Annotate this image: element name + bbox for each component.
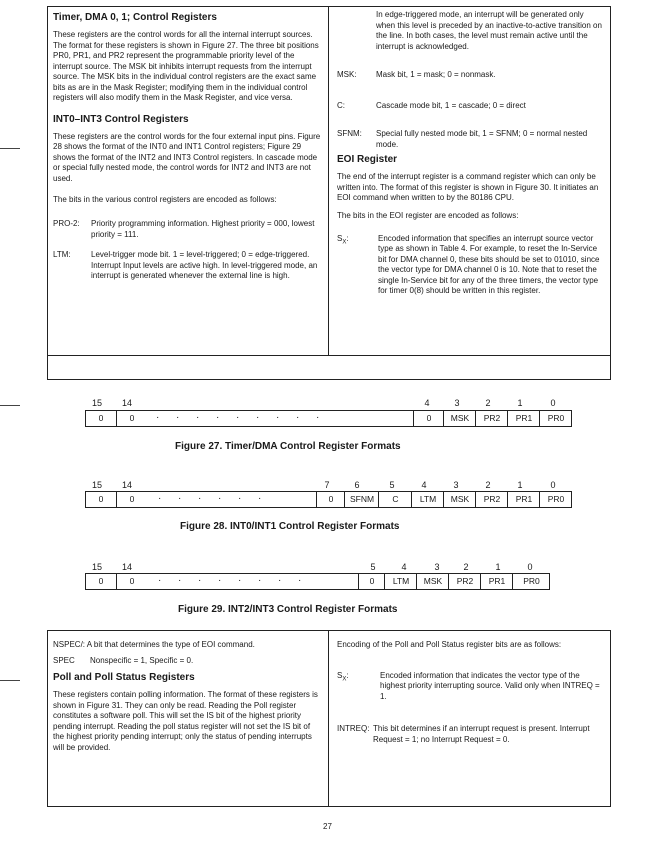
register-cell: PR0 [539, 411, 572, 426]
bit-number: 15 [91, 398, 102, 408]
term: INTREQ: [337, 724, 370, 734]
section-title-eoi: EOI Register [337, 154, 398, 166]
description: Level-trigger mode bit. 1 = level-triggered; 0 = edge-triggered. Interrupt Input levels are active high. In level-triggered mode, an interrupt is generated whenever the external line is high. [91, 250, 318, 281]
register-cell: 0 [116, 492, 147, 507]
bit-number: 14 [121, 562, 132, 572]
paragraph: These registers are the control words for the four external input pins. Figure 28 shows the format of the INT0 and INT1 Control registers; Figure 29 shows the format of the INT2 and INT3 Control registers. In cascade mode or special fully nested mode, the control words for INT2 and INT3 are not used. [53, 131, 321, 184]
bit-number: 2 [463, 562, 469, 572]
bit-number: 15 [91, 480, 102, 490]
definition-c [337, 101, 605, 112]
term: LTM: [53, 250, 71, 260]
term: PRO-2: [53, 219, 80, 229]
bit-number: 3 [454, 398, 460, 408]
register-cell: 0 [413, 411, 444, 426]
bit-number: 4 [421, 480, 427, 490]
register-cell: 0 [116, 411, 147, 426]
bit-number: 0 [527, 562, 533, 572]
term-letter: S [337, 670, 343, 680]
register-cell: PR1 [507, 492, 540, 507]
term: C: [337, 100, 345, 110]
register-cell: 0 [98, 413, 104, 423]
definition-intreq [337, 724, 607, 745]
register-cell: 0 [98, 576, 104, 586]
right-top-column [337, 10, 605, 304]
register-cell: SFNM [344, 492, 379, 507]
left-bottom-column [53, 640, 321, 760]
register-cell: PR0 [512, 574, 550, 589]
description: Encoded information that specifies an interrupt source vector type as shown in Table 4. For example, to reset the In-Service bit for DMA channel 0, these bits should be set to 01010, since the vector type for DMA channel 0 is 10. Note that to reset the single In-Service bit for any of the three timers, the vector type for timer 0(8) should be written in this register. [378, 233, 600, 296]
bit-number: 0 [550, 398, 556, 408]
description: This bit determines if an interrupt request is present. Interrupt Request = 1; no Interrupt Request = 0. [373, 724, 590, 744]
definition-sx [337, 671, 607, 703]
left-top-column [53, 12, 321, 289]
definition-msk [337, 70, 605, 81]
bit-number: 1 [495, 562, 501, 572]
bit-number: 4 [424, 398, 430, 408]
bit-number: 5 [370, 562, 376, 572]
section-title-timer-dma: Timer, DMA 0, 1; Control Registers [53, 12, 217, 23]
register-cell: MSK [443, 411, 476, 426]
right-bottom-column [337, 640, 607, 752]
paragraph: These registers contain polling information. The format of these registers is shown in Figure 31. They can only be read. Reading the Poll register constitutes a software poll. This will set the IS bit of the highest priority pending interrupt. Reading the poll status register will not set the IS bit of the highest priority pending interrupt; only the status of pending interrupts will be provided. [53, 690, 318, 752]
register-diagram [85, 410, 572, 427]
register-cell: 0 [316, 492, 345, 507]
bit-number: 1 [517, 398, 523, 408]
bit-number: 7 [324, 480, 330, 490]
description: Special fully nested mode bit, 1 = SFNM; 0 = normal nested mode. [376, 129, 588, 149]
register-cell: PR2 [475, 492, 508, 507]
register-cell: 0 [98, 494, 104, 504]
bit-number: 15 [91, 562, 102, 572]
bit-number: 3 [453, 480, 459, 490]
register-cell: LTM [384, 574, 417, 589]
bit-number: 0 [550, 480, 556, 490]
term [337, 671, 380, 703]
register-cell: LTM [411, 492, 444, 507]
figure-caption: Figure 27. Timer/DMA Control Register Formats [175, 441, 401, 452]
page-number: 27 [323, 822, 332, 831]
definition-sfnm [337, 129, 605, 150]
paragraph: NSPEC/: A bit that determines the type of EOI command. [53, 640, 255, 649]
register-cell: C [378, 492, 412, 507]
bit-number: 1 [517, 480, 523, 490]
term [337, 234, 378, 297]
bit-number: 3 [434, 562, 440, 572]
term-subscript: X [342, 676, 347, 683]
register-cell: PR0 [539, 492, 572, 507]
bit-number: 4 [401, 562, 407, 572]
register-cell: PR2 [475, 411, 508, 426]
bit-number: 2 [485, 480, 491, 490]
description: Encoded information that indicates the vector type of the highest priority interrupting source. Valid only when INTREQ = 1. [380, 670, 600, 701]
description: Mask bit, 1 = mask; 0 = nonmask. [376, 70, 496, 80]
term-colon: : [346, 670, 349, 680]
definition-pro2 [53, 219, 321, 240]
margin-mark [0, 148, 20, 149]
paragraph: The bits in the various control registers are encoded as follows: [53, 194, 277, 204]
paragraph: These registers are the control words for all the internal interrupt sources. The format for these registers is shown in Figure 27. The three bit positions PR0, PR1, and PR2 represent the programmable priority level of the interrupt source. The MSK bit inhibits interrupt requests from the interrupt source. The MSK bits in the individual control registers are the exact same bits as are in the Mask Register; modifying them in the individual control registers will also modify them in the Mask Register, and vice versa. [53, 30, 319, 103]
definition-ltm [53, 250, 321, 282]
register-diagram [85, 573, 550, 590]
bit-number: 14 [121, 398, 132, 408]
bit-number: 14 [121, 480, 132, 490]
bit-number: 5 [389, 480, 395, 490]
margin-mark [0, 680, 20, 681]
reserved-bits-dots: · · · · · · [158, 493, 262, 504]
register-cell: PR1 [507, 411, 540, 426]
register-cell: MSK [416, 574, 449, 589]
term-subscript: X [342, 239, 347, 246]
section-title-poll: Poll and Poll Status Registers [53, 672, 195, 684]
paragraph: Encoding of the Poll and Poll Status register bits are as follows: [337, 640, 562, 649]
section-title-int-control: INT0–INT3 Control Registers [53, 113, 189, 125]
description: Priority programming information. Highest priority = 000, lowest priority = 111. [91, 219, 315, 239]
register-diagram [85, 491, 572, 508]
register-cell: MSK [443, 492, 476, 507]
term: SPEC [53, 655, 75, 665]
register-cell: 0 [358, 574, 385, 589]
term-letter: S [337, 233, 343, 243]
reserved-bits-dots: · · · · · · · · [158, 575, 302, 586]
definition-spec [53, 656, 321, 667]
register-cell: PR2 [448, 574, 481, 589]
register-cell: 0 [116, 574, 147, 589]
bottom-column-divider [328, 630, 329, 806]
term-colon: : [346, 233, 349, 243]
description: Nonspecific = 1, Specific = 0. [90, 655, 194, 665]
term: MSK: [337, 70, 357, 80]
top-frame-lower-rule [47, 355, 610, 356]
paragraph: In edge-triggered mode, an interrupt will be generated only when this level is preceded by an inactive-to-active transition on the line. In both cases, the level must remain active until the interrupt is acknowledged. [376, 10, 602, 51]
top-column-divider [328, 6, 329, 355]
description: Cascade mode bit, 1 = cascade; 0 = direct [376, 100, 526, 110]
definition-sx [337, 234, 605, 297]
bit-numbers [0, 398, 655, 410]
register-cell: PR1 [480, 574, 513, 589]
bit-number: 2 [485, 398, 491, 408]
paragraph: The end of the interrupt register is a command register which can only be written into. The format of this register is shown in Figure 30. It initiates an EOI command when written to by the 80186 CPU. [337, 172, 599, 203]
term: SFNM: [337, 129, 362, 139]
reserved-bits-dots: · · · · · · · · · [156, 412, 320, 423]
figure-caption: Figure 28. INT0/INT1 Control Register Formats [180, 521, 400, 532]
figure-caption: Figure 29. INT2/INT3 Control Register Formats [178, 604, 398, 615]
paragraph: The bits in the EOI register are encoded as follows: [337, 211, 519, 221]
bit-number: 6 [354, 480, 360, 490]
